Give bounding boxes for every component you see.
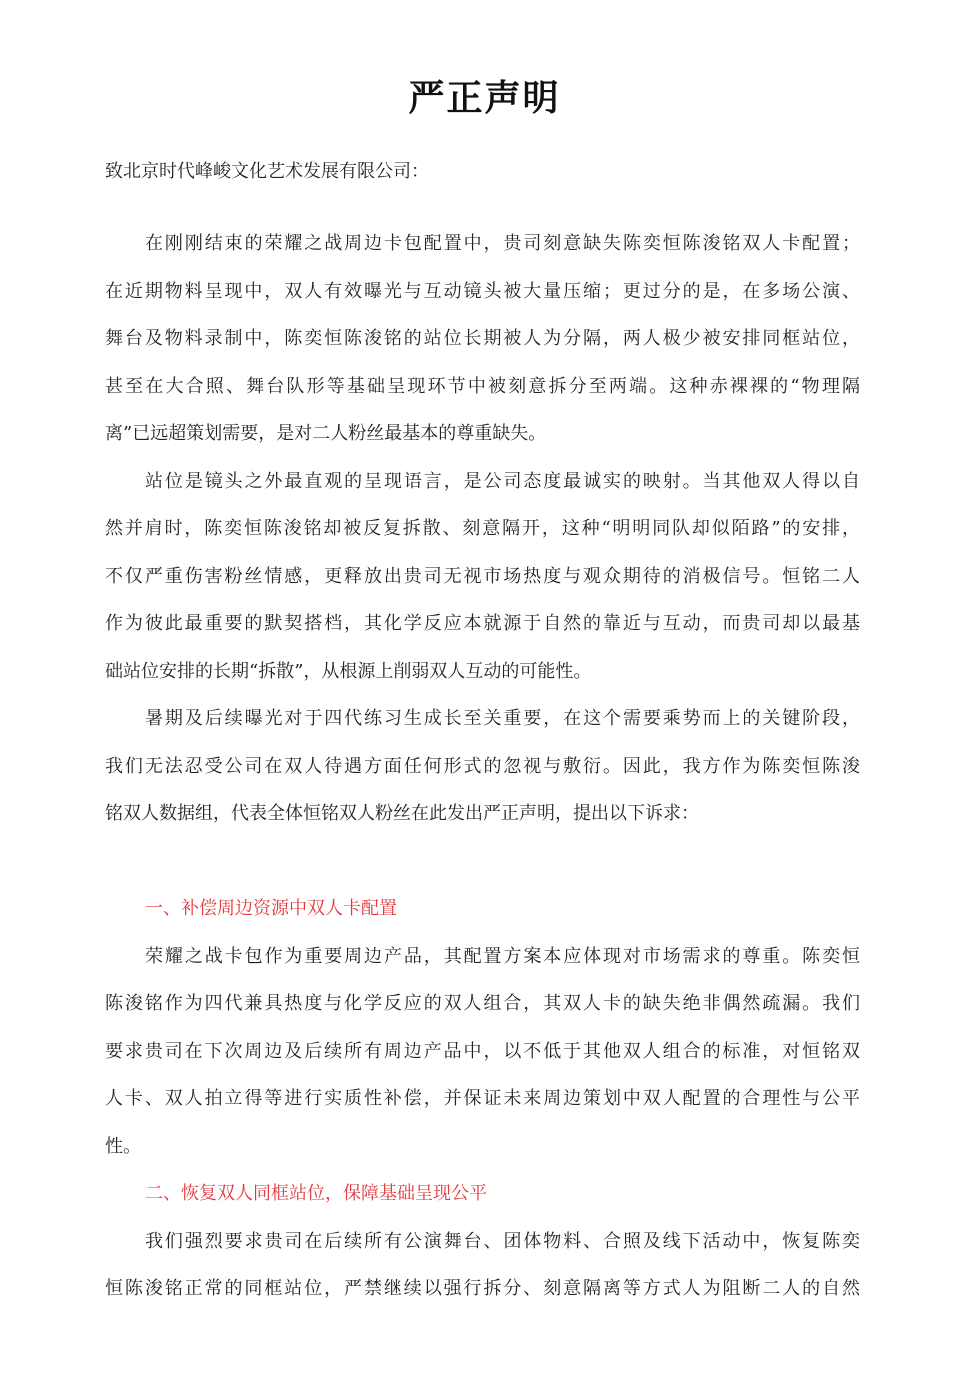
text-line: 荣耀之战卡包作为重要周边产品，其配置方案本应体现对市场需求的尊重。陈奕恒 (145, 945, 860, 967)
text-line: 离”已远超策划需要，是对二人粉丝最基本的尊重缺失。 (105, 423, 547, 444)
text-line: 性。 (105, 1135, 141, 1157)
paragraph (105, 933, 860, 1171)
paragraph (105, 220, 860, 458)
salutation: 致北京时代峰峻文化艺术发展有限公司： (105, 161, 429, 182)
text-line: 暑期及后续曝光对于四代练习生成长至关重要，在这个需要乘势而上的关键阶段， (145, 708, 860, 729)
text-line: 在刚刚结束的荣耀之战周边卡包配置中，贵司刻意缺失陈奕恒陈浚铭双人卡配置； (145, 233, 860, 254)
text-line: 然并肩时，陈奕恒陈浚铭却被反复拆散、刻意隔开，这种“明明同队却似陌路”的安排， (105, 518, 860, 539)
spacer (105, 838, 860, 886)
text-line: 不仅严重伤害粉丝情感，更释放出贵司无视市场热度与观众期待的消极信号。恒铭二人 (105, 565, 860, 587)
text-line: 我们无法忍受公司在双人待遇方面任何形式的忽视与敷衍。因此，我方作为陈奕恒陈浚 (105, 755, 860, 777)
text-line: 人卡、双人拍立得等进行实质性补偿，并保证未来周边策划中双人配置的合理性与公平 (105, 1088, 860, 1109)
section-heading: 二、恢复双人同框站位，保障基础呈现公平 (145, 1183, 487, 1204)
document-body (105, 148, 860, 1313)
text-line: 恒陈浚铭正常的同框站位，严禁继续以强行拆分、刻意隔离等方式人为阻断二人的自然 (105, 1278, 860, 1299)
text-line: 舞台及物料录制中，陈奕恒陈浚铭的站位长期被人为分隔，两人极少被安排同框站位， (105, 328, 860, 349)
text-line: 甚至在大合照、舞台队形等基础呈现环节中被刻意拆分至两端。这种赤裸裸的“物理隔 (105, 375, 860, 397)
section-heading: 一、补偿周边资源中双人卡配置 (145, 898, 397, 919)
text-line: 作为彼此最重要的默契搭档，其化学反应本就源于自然的靠近与互动，而贵司却以最基 (105, 613, 860, 634)
text-line: 要求贵司在下次周边及后续所有周边产品中，以不低于其他双人组合的标准，对恒铭双 (105, 1040, 860, 1062)
text-line: 站位是镜头之外最直观的呈现语言，是公司态度最诚实的映射。当其他双人得以自 (145, 470, 860, 492)
paragraph (105, 458, 860, 696)
text-line: 在近期物料呈现中，双人有效曝光与互动镜头被大量压缩；更过分的是，在多场公演、 (105, 280, 860, 302)
text-line: 铭双人数据组，代表全体恒铭双人粉丝在此发出严正声明，提出以下诉求： (105, 803, 699, 824)
paragraph (105, 695, 860, 838)
paragraph (105, 1218, 860, 1313)
document-title: 严正声明 (408, 77, 561, 119)
text-line: 陈浚铭作为四代兼具热度与化学反应的双人组合，其双人卡的缺失绝非偶然疏漏。我们 (105, 993, 860, 1014)
text-line: 我们强烈要求贵司在后续所有公演舞台、团体物料、合照及线下活动中，恢复陈奕 (145, 1230, 860, 1252)
text-line: 础站位安排的长期“拆散”，从根源上削弱双人互动的可能性。 (105, 660, 592, 682)
